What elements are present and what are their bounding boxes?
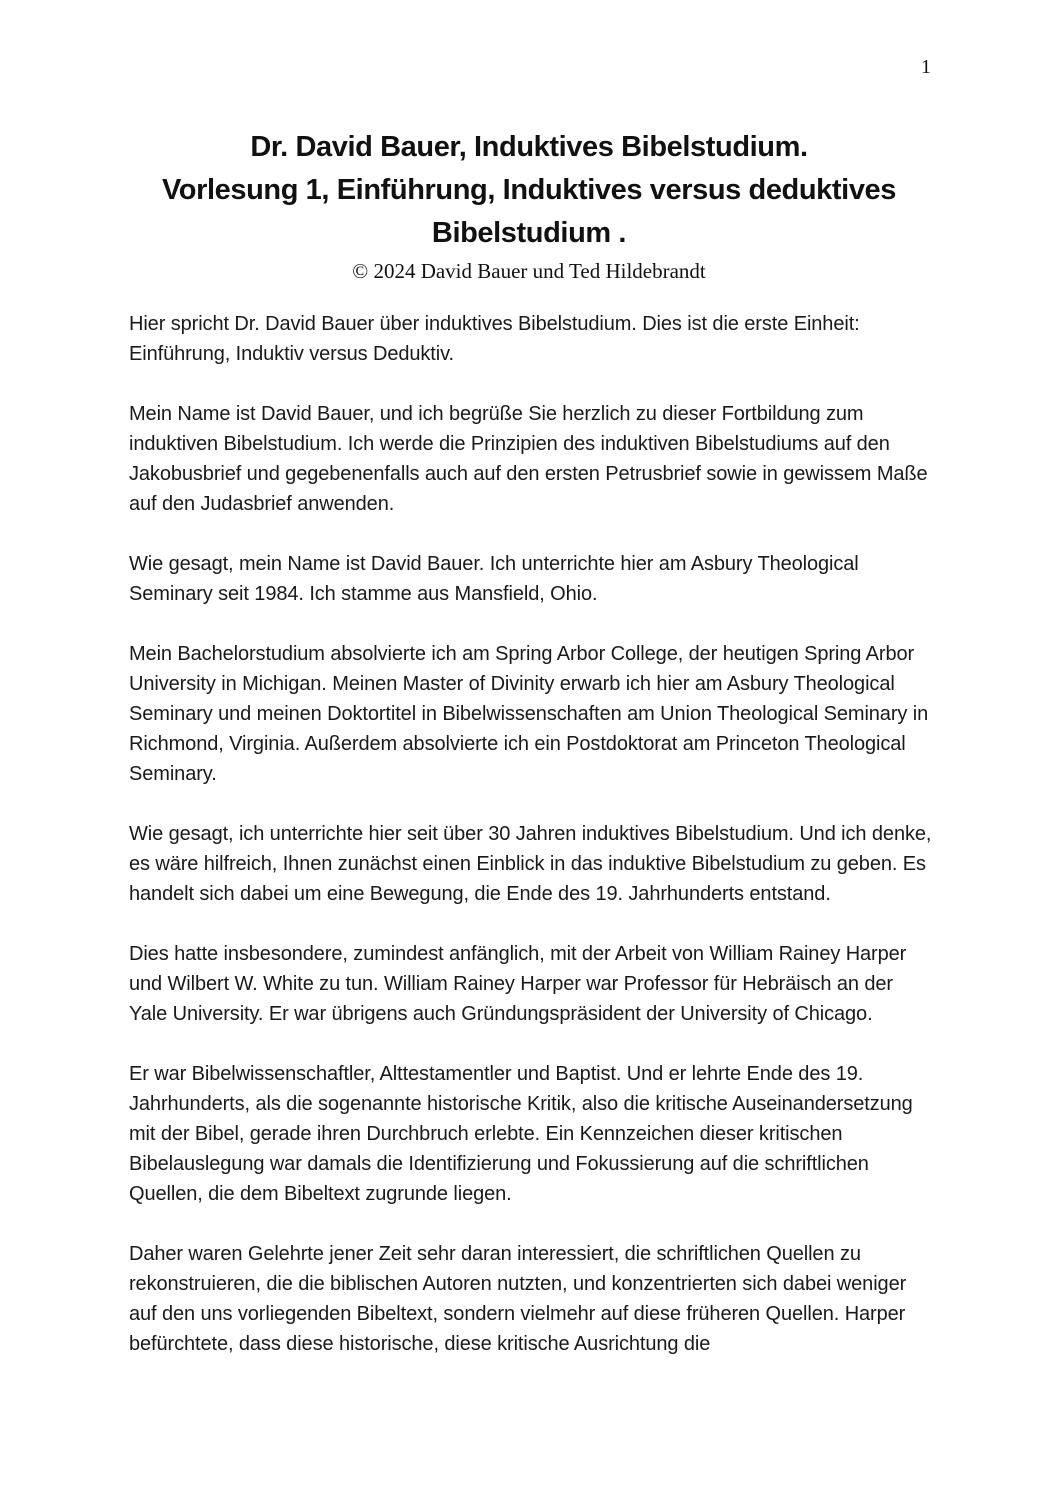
document-title-line-3: Bibelstudium . — [431, 217, 627, 249]
paragraph: Mein Bachelorstudium absolvierte ich am Spring Arbor College, der heutigen Spring Arbor University in Michigan. Meinen Master of Divinity erwarb ich hier am Asbury Theological Seminary und meinen Doktortitel in Bibelwissenschaften am Union Theological Seminary in Richmond, Virginia. Außerdem absolvierte ich ein Postdoktorat am Princeton Theological Seminary. — [129, 643, 929, 785]
paragraph: Wie gesagt, ich unterrichte hier seit über 30 Jahren induktives Bibelstudium. Und ich denke, es wäre hilfreich, Ihnen zunächst einen Einblick in das induktive Bibelstudium zu geben. Es handelt sich dabei um eine Bewegung, die Ende des 19. Jahrhunderts entstand. — [129, 823, 932, 905]
document-header — [0, 0, 1058, 286]
paragraph: Daher waren Gelehrte jener Zeit sehr daran interessiert, die schriftlichen Quellen zu rekonstruieren, die die biblischen Autoren nutzten, und konzentrierten sich dabei weniger auf den uns vorliegenden Bibeltext, sondern vielmehr auf diese früheren Quellen. Harper befürchtete, dass diese historische, diese kritische Ausrichtung die — [129, 1243, 907, 1355]
document-title-line-1: Dr. David Bauer, Induktives Bibelstudium. — [250, 131, 808, 163]
document-body — [0, 286, 1058, 1359]
paragraph: Er war Bibelwissenschaftler, Alttestamentler und Baptist. Und er lehrte Ende des 19. Jahrhunderts, als die sogenannte historische Kritik, also die kritische Auseinandersetzung mit der Bibel, gerade ihren Durchbruch erlebte. Ein Kennzeichen dieser kritischen Bibelauslegung war damals die Identifizierung und Fokussierung auf die schriftlichen Quellen, die dem Bibeltext zugrunde liegen. — [129, 1063, 913, 1205]
paragraph: Hier spricht Dr. David Bauer über induktives Bibelstudium. Dies ist die erste Einheit: Einführung, Induktiv versus Deduktiv. — [129, 313, 860, 365]
document-title-line-2: Vorlesung 1, Einführung, Induktives versus deduktives — [161, 174, 897, 206]
page-number: 1 — [921, 56, 931, 78]
paragraph: Mein Name ist David Bauer, und ich begrüße Sie herzlich zu dieser Fortbildung zum induktiven Bibelstudium. Ich werde die Prinzipien des induktiven Bibelstudiums auf den Jakobusbrief und gegebenenfalls auch auf den ersten Petrusbrief sowie in gewissem Maße auf den Judasbrief anwenden. — [129, 403, 928, 515]
paragraph: Wie gesagt, mein Name ist David Bauer. Ich unterrichte hier am Asbury Theological Seminary seit 1984. Ich stamme aus Mansfield, Ohio. — [129, 553, 859, 605]
copyright-line: © 2024 David Bauer und Ted Hildebrandt — [352, 259, 706, 283]
paragraph: Dies hatte insbesondere, zumindest anfänglich, mit der Arbeit von William Rainey Harper und Wilbert W. White zu tun. William Rainey Harper war Professor für Hebräisch an der Yale University. Er war übrigens auch Gründungspräsident der University of Chicago. — [129, 943, 907, 1025]
